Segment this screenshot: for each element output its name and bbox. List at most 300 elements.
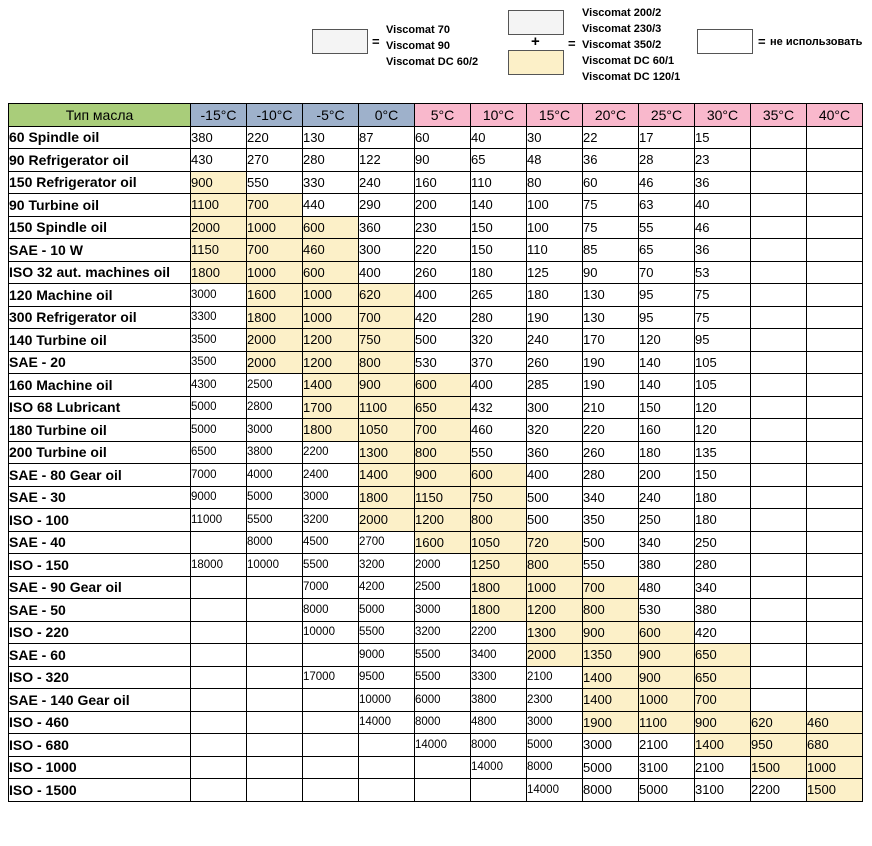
viscosity-cell: 220 (415, 239, 471, 262)
table-row (9, 486, 863, 509)
viscosity-cell: 1000 (639, 689, 695, 712)
viscosity-cell (807, 554, 863, 577)
oil-name-cell: ISO - 1500 (9, 779, 191, 802)
viscosity-cell: 8000 (415, 711, 471, 734)
viscosity-cell: 14000 (471, 756, 527, 779)
viscosity-cell: 950 (751, 734, 807, 757)
table-row (9, 216, 863, 239)
viscosity-cell: 720 (527, 531, 583, 554)
viscosity-cell (807, 576, 863, 599)
viscosity-cell (751, 621, 807, 644)
viscosity-cell: 18000 (191, 554, 247, 577)
viscosity-cell: 240 (527, 329, 583, 352)
viscosity-cell: 350 (583, 509, 639, 532)
viscosity-cell: 75 (695, 306, 751, 329)
viscosity-cell: 340 (639, 531, 695, 554)
viscosity-cell (303, 644, 359, 667)
viscosity-cell: 5000 (583, 756, 639, 779)
legend-equals-2: = (568, 36, 576, 51)
viscosity-cell (751, 239, 807, 262)
oil-name-cell: ISO 32 aut. machines oil (9, 261, 191, 284)
viscosity-cell (807, 464, 863, 487)
viscosity-cell: 130 (303, 126, 359, 149)
viscosity-cell: 1050 (359, 419, 415, 442)
viscosity-cell: 3100 (639, 756, 695, 779)
viscosity-cell: 7000 (191, 464, 247, 487)
viscosity-cell (247, 734, 303, 757)
viscosity-cell: 530 (415, 351, 471, 374)
viscosity-cell: 2100 (527, 666, 583, 689)
viscosity-cell (807, 329, 863, 352)
legend-plus: + (531, 33, 540, 50)
viscosity-cell: 65 (471, 149, 527, 172)
viscosity-cell (751, 419, 807, 442)
viscosity-cell (807, 599, 863, 622)
viscosity-cell: 1800 (471, 599, 527, 622)
viscosity-cell: 3000 (191, 284, 247, 307)
viscosity-cell (751, 486, 807, 509)
viscosity-cell: 100 (527, 194, 583, 217)
viscosity-cell: 95 (639, 306, 695, 329)
viscosity-cell: 140 (639, 351, 695, 374)
viscosity-cell (303, 711, 359, 734)
viscosity-cell: 1800 (471, 576, 527, 599)
oil-name-cell: ISO - 460 (9, 711, 191, 734)
viscosity-cell: 85 (583, 239, 639, 262)
viscosity-cell: 5500 (415, 666, 471, 689)
viscosity-cell: 900 (191, 171, 247, 194)
viscosity-cell: 650 (695, 666, 751, 689)
legend-item: Viscomat 230/3 (582, 23, 662, 35)
viscosity-cell: 270 (247, 149, 303, 172)
viscosity-cell: 2000 (191, 216, 247, 239)
viscosity-cell (247, 756, 303, 779)
viscosity-cell: 280 (303, 149, 359, 172)
viscosity-cell: 400 (527, 464, 583, 487)
oil-name-cell: 140 Turbine oil (9, 329, 191, 352)
viscosity-cell: 800 (527, 554, 583, 577)
table-row (9, 261, 863, 284)
viscosity-cell (751, 171, 807, 194)
viscosity-cell: 105 (695, 351, 751, 374)
table-row (9, 531, 863, 554)
viscosity-cell: 17 (639, 126, 695, 149)
viscosity-cell: 9000 (359, 644, 415, 667)
viscosity-cell (191, 621, 247, 644)
table-row (9, 464, 863, 487)
viscosity-cell: 230 (415, 216, 471, 239)
viscosity-cell: 75 (583, 216, 639, 239)
viscosity-cell (807, 306, 863, 329)
viscosity-cell: 530 (639, 599, 695, 622)
viscosity-cell: 260 (583, 441, 639, 464)
legend-swatch-plain (697, 29, 753, 54)
table-body (9, 126, 863, 801)
viscosity-cell (191, 689, 247, 712)
viscosity-cell: 900 (359, 374, 415, 397)
table-row (9, 396, 863, 419)
temp-header: -15°C (191, 104, 247, 127)
viscosity-cell: 1400 (303, 374, 359, 397)
viscosity-cell (359, 779, 415, 802)
viscosity-cell (751, 374, 807, 397)
viscosity-cell: 8000 (471, 734, 527, 757)
viscosity-cell: 120 (639, 329, 695, 352)
viscosity-cell: 280 (471, 306, 527, 329)
oil-name-cell: 200 Turbine oil (9, 441, 191, 464)
viscosity-cell: 150 (471, 239, 527, 262)
viscosity-cell: 340 (695, 576, 751, 599)
viscosity-cell (807, 239, 863, 262)
viscosity-cell: 290 (359, 194, 415, 217)
viscosity-cell: 95 (695, 329, 751, 352)
viscosity-cell: 14000 (527, 779, 583, 802)
viscosity-cell: 1350 (583, 644, 639, 667)
viscosity-cell (247, 666, 303, 689)
viscosity-cell: 550 (471, 441, 527, 464)
viscosity-cell: 1000 (247, 261, 303, 284)
viscosity-cell: 2000 (359, 509, 415, 532)
viscosity-cell: 2800 (247, 396, 303, 419)
viscosity-cell: 550 (583, 554, 639, 577)
viscosity-cell: 1000 (807, 756, 863, 779)
table-row (9, 756, 863, 779)
viscosity-cell: 265 (471, 284, 527, 307)
viscosity-cell (807, 374, 863, 397)
viscosity-cell (191, 756, 247, 779)
viscosity-cell: 500 (583, 531, 639, 554)
viscosity-cell: 220 (583, 419, 639, 442)
oil-name-cell: ISO - 100 (9, 509, 191, 532)
viscosity-cell: 240 (359, 171, 415, 194)
viscosity-cell (247, 599, 303, 622)
viscosity-cell: 55 (639, 216, 695, 239)
viscosity-cell: 10000 (359, 689, 415, 712)
oil-name-cell: SAE - 10 W (9, 239, 191, 262)
viscosity-cell (751, 599, 807, 622)
viscosity-cell: 2100 (639, 734, 695, 757)
viscosity-cell: 3500 (191, 351, 247, 374)
viscosity-cell: 360 (359, 216, 415, 239)
viscosity-cell: 1200 (303, 351, 359, 374)
viscosity-cell (807, 486, 863, 509)
viscosity-cell: 3000 (415, 599, 471, 622)
viscosity-cell: 1700 (303, 396, 359, 419)
viscosity-cell: 3500 (191, 329, 247, 352)
viscosity-cell: 1800 (247, 306, 303, 329)
viscosity-cell: 700 (247, 239, 303, 262)
oil-name-cell: SAE - 140 Gear oil (9, 689, 191, 712)
header-row (9, 104, 863, 127)
viscosity-cell: 1100 (639, 711, 695, 734)
viscosity-cell (751, 329, 807, 352)
oil-name-cell: ISO - 1000 (9, 756, 191, 779)
viscosity-cell (807, 644, 863, 667)
viscosity-cell: 210 (583, 396, 639, 419)
viscosity-cell: 400 (415, 284, 471, 307)
viscosity-cell: 30 (527, 126, 583, 149)
viscosity-cell (751, 126, 807, 149)
viscosity-cell: 1800 (359, 486, 415, 509)
oil-name-cell: 150 Refrigerator oil (9, 171, 191, 194)
viscosity-cell: 3200 (415, 621, 471, 644)
oil-name-cell: ISO 68 Lubricant (9, 396, 191, 419)
viscosity-cell (191, 531, 247, 554)
temp-header: 0°C (359, 104, 415, 127)
oil-name-cell: ISO - 320 (9, 666, 191, 689)
oil-name-cell: 300 Refrigerator oil (9, 306, 191, 329)
viscosity-cell: 8000 (527, 756, 583, 779)
viscosity-cell: 500 (415, 329, 471, 352)
table-row (9, 599, 863, 622)
viscosity-cell: 5000 (639, 779, 695, 802)
viscosity-cell: 620 (359, 284, 415, 307)
viscosity-cell: 80 (527, 171, 583, 194)
viscosity-cell: 700 (583, 576, 639, 599)
temp-header: -10°C (247, 104, 303, 127)
viscosity-cell: 23 (695, 149, 751, 172)
viscosity-cell (247, 711, 303, 734)
viscosity-cell: 75 (695, 284, 751, 307)
viscosity-cell: 2200 (471, 621, 527, 644)
oil-name-cell: ISO - 680 (9, 734, 191, 757)
viscosity-cell: 650 (695, 644, 751, 667)
viscosity-cell: 150 (471, 216, 527, 239)
viscosity-cell (751, 396, 807, 419)
viscosity-cell (807, 666, 863, 689)
legend-item: Viscomat 90 (386, 40, 451, 52)
viscosity-cell: 2500 (247, 374, 303, 397)
viscosity-cell: 260 (527, 351, 583, 374)
viscosity-cell: 1150 (415, 486, 471, 509)
table-row (9, 711, 863, 734)
viscosity-cell (751, 576, 807, 599)
viscosity-cell: 3000 (303, 486, 359, 509)
oil-name-cell: 180 Turbine oil (9, 419, 191, 442)
viscosity-cell: 6500 (191, 441, 247, 464)
viscosity-cell (191, 779, 247, 802)
viscosity-cell: 3800 (247, 441, 303, 464)
viscosity-cell: 360 (527, 441, 583, 464)
viscosity-cell: 700 (695, 689, 751, 712)
viscosity-cell: 260 (415, 261, 471, 284)
table-row (9, 621, 863, 644)
table-row (9, 284, 863, 307)
legend-item: Viscomat DC 60/2 (386, 56, 479, 68)
viscosity-cell: 480 (639, 576, 695, 599)
viscosity-cell: 160 (415, 171, 471, 194)
viscosity-cell: 65 (639, 239, 695, 262)
viscosity-cell: 370 (471, 351, 527, 374)
oil-name-cell: SAE - 90 Gear oil (9, 576, 191, 599)
viscosity-cell: 700 (415, 419, 471, 442)
viscosity-cell: 8000 (303, 599, 359, 622)
table-row (9, 374, 863, 397)
viscosity-cell: 750 (471, 486, 527, 509)
viscosity-cell: 180 (471, 261, 527, 284)
viscosity-cell: 1400 (359, 464, 415, 487)
viscosity-cell (807, 419, 863, 442)
viscosity-cell: 1000 (303, 306, 359, 329)
oil-name-cell: SAE - 30 (9, 486, 191, 509)
temp-header: 25°C (639, 104, 695, 127)
viscosity-cell: 800 (471, 509, 527, 532)
viscosity-cell: 380 (695, 599, 751, 622)
viscosity-cell: 330 (303, 171, 359, 194)
viscosity-cell: 280 (583, 464, 639, 487)
viscosity-cell (751, 149, 807, 172)
viscosity-cell: 36 (695, 171, 751, 194)
viscosity-cell: 140 (471, 194, 527, 217)
viscosity-cell: 110 (471, 171, 527, 194)
viscosity-cell: 160 (639, 419, 695, 442)
oil-name-cell: SAE - 60 (9, 644, 191, 667)
viscosity-cell (807, 531, 863, 554)
viscosity-cell: 17000 (303, 666, 359, 689)
viscosity-cell: 7000 (303, 576, 359, 599)
viscosity-cell: 240 (639, 486, 695, 509)
viscosity-cell (191, 666, 247, 689)
viscosity-cell: 130 (583, 306, 639, 329)
viscosity-cell: 46 (695, 216, 751, 239)
viscosity-cell: 285 (527, 374, 583, 397)
viscosity-cell: 1800 (191, 261, 247, 284)
oil-name-cell: 90 Turbine oil (9, 194, 191, 217)
viscosity-cell (751, 464, 807, 487)
temp-header: 40°C (807, 104, 863, 127)
viscosity-cell: 3000 (247, 419, 303, 442)
viscosity-cell: 122 (359, 149, 415, 172)
viscosity-cell: 14000 (415, 734, 471, 757)
table-row (9, 126, 863, 149)
viscosity-cell: 180 (527, 284, 583, 307)
viscosity-cell: 900 (695, 711, 751, 734)
viscosity-cell: 170 (583, 329, 639, 352)
viscosity-cell: 1400 (583, 666, 639, 689)
oil-name-cell: SAE - 20 (9, 351, 191, 374)
table-row (9, 351, 863, 374)
viscosity-cell: 10000 (303, 621, 359, 644)
viscosity-cell: 135 (695, 441, 751, 464)
viscosity-cell: 4800 (471, 711, 527, 734)
legend-swatch-yellow (508, 50, 564, 75)
viscosity-cell: 14000 (359, 711, 415, 734)
viscosity-cell: 10000 (247, 554, 303, 577)
viscosity-cell: 60 (415, 126, 471, 149)
viscosity-cell: 40 (471, 126, 527, 149)
viscosity-cell: 5500 (415, 644, 471, 667)
viscosity-cell: 87 (359, 126, 415, 149)
viscosity-cell: 125 (527, 261, 583, 284)
viscosity-cell: 1200 (527, 599, 583, 622)
viscosity-cell: 3100 (695, 779, 751, 802)
table-row (9, 149, 863, 172)
table-row (9, 171, 863, 194)
viscosity-cell (247, 779, 303, 802)
viscosity-cell: 150 (695, 464, 751, 487)
temp-header: -5°C (303, 104, 359, 127)
table-row (9, 306, 863, 329)
legend-equals-3: = (758, 34, 766, 49)
viscosity-cell (359, 756, 415, 779)
viscosity-cell (303, 779, 359, 802)
viscosity-cell (751, 351, 807, 374)
viscosity-cell: 3300 (191, 306, 247, 329)
viscosity-cell: 400 (471, 374, 527, 397)
viscosity-cell: 180 (695, 509, 751, 532)
viscosity-cell (191, 644, 247, 667)
viscosity-cell (807, 284, 863, 307)
viscosity-cell: 3000 (527, 711, 583, 734)
legend (0, 0, 872, 100)
viscosity-cell: 4300 (191, 374, 247, 397)
viscosity-cell: 600 (415, 374, 471, 397)
legend-item: Viscomat DC 120/1 (582, 71, 681, 83)
viscosity-cell: 2000 (527, 644, 583, 667)
temp-header: 5°C (415, 104, 471, 127)
viscosity-cell: 1400 (695, 734, 751, 757)
viscosity-cell: 700 (247, 194, 303, 217)
oil-name-cell: 150 Spindle oil (9, 216, 191, 239)
oil-name-cell: 120 Machine oil (9, 284, 191, 307)
viscosity-cell: 5500 (303, 554, 359, 577)
viscosity-cell: 3400 (471, 644, 527, 667)
viscosity-cell: 300 (359, 239, 415, 262)
oil-name-cell: SAE - 50 (9, 599, 191, 622)
viscosity-cell: 2700 (359, 531, 415, 554)
viscosity-cell: 5000 (247, 486, 303, 509)
viscosity-cell (751, 306, 807, 329)
viscosity-cell: 220 (247, 126, 303, 149)
viscosity-cell: 6000 (415, 689, 471, 712)
viscosity-cell: 500 (527, 486, 583, 509)
viscosity-cell (191, 576, 247, 599)
viscosity-cell (807, 351, 863, 374)
viscosity-cell: 460 (471, 419, 527, 442)
viscosity-cell: 300 (527, 396, 583, 419)
viscosity-cell: 600 (639, 621, 695, 644)
viscosity-cell: 180 (639, 441, 695, 464)
legend-swatch-white (312, 29, 368, 54)
viscosity-cell (359, 734, 415, 757)
viscosity-cell: 90 (415, 149, 471, 172)
viscosity-cell: 430 (191, 149, 247, 172)
viscosity-cell: 4000 (247, 464, 303, 487)
viscosity-cell: 1800 (303, 419, 359, 442)
viscosity-cell: 680 (807, 734, 863, 757)
table-row (9, 509, 863, 532)
viscosity-cell: 800 (583, 599, 639, 622)
viscosity-cell: 5500 (247, 509, 303, 532)
viscosity-cell: 900 (639, 666, 695, 689)
viscosity-cell: 75 (583, 194, 639, 217)
viscosity-cell: 2400 (303, 464, 359, 487)
viscosity-cell (303, 756, 359, 779)
viscosity-cell (751, 261, 807, 284)
viscosity-cell: 3800 (471, 689, 527, 712)
viscosity-cell (415, 779, 471, 802)
table-row (9, 689, 863, 712)
viscosity-cell (191, 711, 247, 734)
viscosity-cell (807, 396, 863, 419)
viscosity-cell: 1100 (359, 396, 415, 419)
viscosity-cell: 105 (695, 374, 751, 397)
legend-item: Viscomat 200/2 (582, 7, 662, 19)
table-row (9, 239, 863, 262)
viscosity-cell: 600 (303, 261, 359, 284)
oil-name-cell: ISO - 150 (9, 554, 191, 577)
viscosity-cell: 1050 (471, 531, 527, 554)
